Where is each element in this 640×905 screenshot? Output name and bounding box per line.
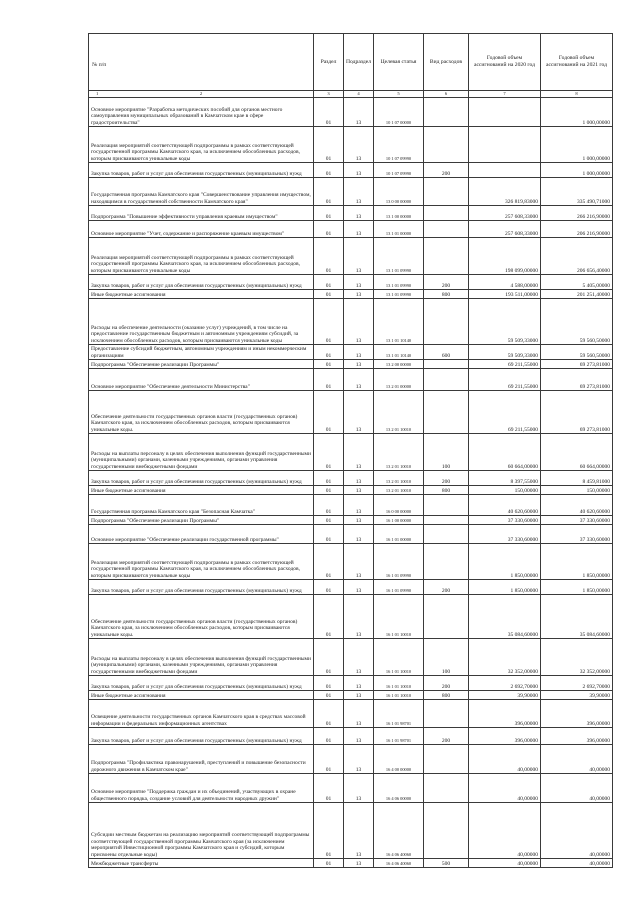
table-row [89,360,613,369]
row-section-cell: 01 [314,495,344,516]
column-number-row [89,91,613,98]
header-allocation-2021: Годовой объем ассигнований на 2021 год [541,34,613,91]
row-expense-type-cell: 200 [424,580,469,595]
row-allocation-2020-cell: 1 850,00000 [469,580,541,595]
row-expense-type-cell [424,803,469,859]
row-target-article-cell: 13 1 00 00000 [374,206,424,221]
row-allocation-2020-cell: 69 211,55000 [469,391,541,434]
row-expense-type-cell [424,700,469,728]
row-expense-type-cell: 200 [424,163,469,178]
row-allocation-2021-cell: 1 850,00000 [541,580,613,595]
row-subsection-cell: 13 [344,391,374,434]
row-subsection-cell: 13 [344,163,374,178]
row-section-cell: 01 [314,745,344,774]
table-row [89,163,613,178]
row-allocation-2021-cell: 396,00000 [541,728,613,745]
row-section-cell: 01 [314,299,344,345]
row-allocation-2020-cell: 1 850,00000 [469,544,541,580]
row-expense-type-cell: 800 [424,486,469,495]
row-subsection-cell: 13 [344,728,374,745]
table-row [89,676,613,691]
table-row [89,691,613,700]
row-expense-type-cell: 100 [424,639,469,676]
row-name-cell: Основное мероприятие "Учет, содержание и распоряжение краевым имуществом" [89,221,314,238]
row-expense-type-cell [424,221,469,238]
row-allocation-2021-cell: 59 560,50000 [541,345,613,360]
row-section-cell: 01 [314,275,344,290]
row-expense-type-cell: 200 [424,728,469,745]
row-target-article-cell: 16 1 01 00000 [374,525,424,544]
row-subsection-cell: 13 [344,299,374,345]
row-name-cell: Закупка товаров, работ и услуг для обеспечения государственных (муниципальных) нужд [89,580,314,595]
row-allocation-2020-cell: 198 099,00000 [469,238,541,275]
row-expense-type-cell: 200 [424,471,469,486]
row-allocation-2021-cell: 2 692,70000 [541,676,613,691]
row-name-cell: Закупка товаров, работ и услуг для обеспечения государственных (муниципальных) нужд [89,471,314,486]
row-target-article-cell: 16 1 01 10010 [374,639,424,676]
row-allocation-2020-cell [469,98,541,127]
row-name-cell: Реализация мероприятий соответствующей подпрограммы в рамках соответствующей государственной программы Камчатского края, за исключением обособленных расходов, которым присваиваются уникальные коды [89,238,314,275]
row-expense-type-cell [424,516,469,525]
row-name-cell: Освещение деятельности государственных органов Камчатского края в средствах массовой информации и федеральных информационных агентствах [89,700,314,728]
header-name [89,34,314,91]
row-name-cell: Подпрограмма "Профилактика правонарушений, преступлений и повышение безопасности дорожного движения в Камчатском крае" [89,745,314,774]
row-subsection-cell: 13 [344,525,374,544]
row-expense-type-cell: 200 [424,275,469,290]
row-name-cell: Реализация мероприятий соответствующей подпрограммы в рамках соответствующей государственной программы Камчатского края, за исключением обособленных расходов, которым присваиваются уникальные коды [89,544,314,580]
row-target-article-cell: 13 2 01 10010 [374,471,424,486]
table-row [89,728,613,745]
row-name-cell: Расходы на обеспечение деятельности (оказание услуг) учреждений, в том числе на предоставление государственным бюджетным и автономным учреждениям субсидий, за исключением обособленных расходов, которым присваиваются уникальные коды [89,299,314,345]
row-allocation-2020-cell: 39,90000 [469,691,541,700]
row-section-cell: 01 [314,360,344,369]
row-section-cell: 01 [314,369,344,391]
row-section-cell: 01 [314,544,344,580]
row-target-article-cell: 16 1 01 09990 [374,544,424,580]
row-expense-type-cell: 800 [424,691,469,700]
row-allocation-2020-cell: 32 352,00000 [469,639,541,676]
table-row [89,98,613,127]
row-expense-type-cell: 600 [424,345,469,360]
row-allocation-2020-cell: 2 692,70000 [469,676,541,691]
row-section-cell: 01 [314,859,344,868]
row-expense-type-cell: 200 [424,676,469,691]
row-subsection-cell: 13 [344,221,374,238]
row-allocation-2020-cell: 40,00000 [469,859,541,868]
table-row [89,369,613,391]
row-subsection-cell: 13 [344,369,374,391]
row-allocation-2020-cell: 69 211,55000 [469,360,541,369]
row-section-cell: 01 [314,238,344,275]
row-subsection-cell: 13 [344,700,374,728]
table-row [89,299,613,345]
row-expense-type-cell [424,98,469,127]
row-section-cell: 01 [314,391,344,434]
row-section-cell: 01 [314,290,344,299]
row-allocation-2021-cell: 206 216,90000 [541,221,613,238]
row-section-cell: 01 [314,98,344,127]
row-name-cell: Государственная программа Камчатского края "Безопасная Камчатка" [89,495,314,516]
row-name-cell: Иные бюджетные ассигнования [89,691,314,700]
table-row [89,127,613,163]
row-section-cell: 01 [314,471,344,486]
row-section-cell: 01 [314,486,344,495]
row-expense-type-cell [424,745,469,774]
row-target-article-cell: 13 1 01 09990 [374,238,424,275]
row-allocation-2021-cell: 40,00000 [541,745,613,774]
row-target-article-cell: 16 1 01 10010 [374,595,424,639]
row-target-article-cell: 13 2 01 10010 [374,391,424,434]
row-expense-type-cell [424,774,469,803]
row-allocation-2021-cell: 59 560,50000 [541,299,613,345]
row-target-article-cell: 16 1 01 09990 [374,580,424,595]
row-allocation-2020-cell: 37 330,60000 [469,516,541,525]
row-subsection-cell: 13 [344,238,374,275]
row-allocation-2020-cell: 40,00000 [469,774,541,803]
row-expense-type-cell [424,127,469,163]
table-row [89,639,613,676]
row-subsection-cell: 13 [344,691,374,700]
row-allocation-2021-cell: 40,00000 [541,859,613,868]
row-target-article-cell: 16 1 01 98701 [374,700,424,728]
row-allocation-2021-cell: 37 330,60000 [541,516,613,525]
row-expense-type-cell [424,495,469,516]
row-name-cell: Реализация мероприятий соответствующей подпрограммы в рамках соответствующей государственной программы Камчатского края, за исключением обособленных расходов, которым присваиваются уникальные коды [89,127,314,163]
row-name-cell: Обеспечение деятельности государственных органов власти (государственных органов) Камчатского края, за исключением обособленных расходов, которым присваиваются уникальные коды. [89,391,314,434]
budget-allocation-table [88,33,613,868]
row-allocation-2021-cell: 39,90000 [541,691,613,700]
row-expense-type-cell [424,178,469,206]
row-allocation-2020-cell: 59 509,33000 [469,345,541,360]
row-subsection-cell: 13 [344,859,374,868]
row-name-cell: Основное мероприятие "Обеспечение реализации государственной программы" [89,525,314,544]
row-section-cell: 01 [314,639,344,676]
row-target-article-cell: 13 2 01 10010 [374,434,424,471]
table-row [89,471,613,486]
row-expense-type-cell [424,369,469,391]
header-section: Раздел [314,34,344,91]
row-subsection-cell: 13 [344,290,374,299]
row-section-cell: 01 [314,595,344,639]
row-expense-type-cell: 100 [424,434,469,471]
row-subsection-cell: 13 [344,495,374,516]
row-target-article-cell: 13 2 01 10010 [374,486,424,495]
row-target-article-cell: 16 4 06 00000 [374,774,424,803]
row-section-cell: 01 [314,178,344,206]
row-allocation-2020-cell: 40,00000 [469,745,541,774]
row-expense-type-cell [424,525,469,544]
table-row [89,345,613,360]
row-subsection-cell: 13 [344,178,374,206]
row-target-article-cell: 16 4 00 00000 [374,745,424,774]
row-name-cell: Государственная программа Камчатского края "Совершенствование управления имуществом, находящимся в государственной собственности Камчатского края" [89,178,314,206]
row-expense-type-cell [424,391,469,434]
row-target-article-cell: 16 4 06 40060 [374,859,424,868]
row-name-cell: Межбюджетные трансферты [89,859,314,868]
table-body [89,98,613,868]
row-target-article-cell: 13 1 01 09990 [374,290,424,299]
row-section-cell: 01 [314,163,344,178]
row-allocation-2021-cell: 335 490,71000 [541,178,613,206]
row-allocation-2021-cell: 266 216,90000 [541,206,613,221]
row-name-cell: Закупка товаров, работ и услуг для обеспечения государственных (муниципальных) нужд [89,275,314,290]
row-target-article-cell: 16 4 06 40060 [374,803,424,859]
row-section-cell: 01 [314,525,344,544]
row-target-article-cell: 16 0 00 00000 [374,495,424,516]
row-allocation-2021-cell: 1 000,00000 [541,98,613,127]
row-allocation-2020-cell: 257 608,33000 [469,206,541,221]
row-subsection-cell: 13 [344,360,374,369]
row-name-cell: Закупка товаров, работ и услуг для обеспечения государственных (муниципальных) нужд [89,676,314,691]
row-allocation-2020-cell: 59 509,33000 [469,299,541,345]
column-number: 2 [89,91,314,98]
table-row [89,859,613,868]
row-allocation-2020-cell: 69 211,55000 [469,369,541,391]
table-row [89,206,613,221]
row-target-article-cell: 13 1 01 09990 [374,275,424,290]
row-subsection-cell: 13 [344,471,374,486]
table-row [89,803,613,859]
row-section-cell: 01 [314,803,344,859]
header-expense-type: Вид расходов [424,34,469,91]
row-allocation-2020-cell: 396,00000 [469,728,541,745]
row-allocation-2020-cell: 8 397,55000 [469,471,541,486]
row-subsection-cell: 13 [344,639,374,676]
row-target-article-cell: 13 2 01 00000 [374,369,424,391]
row-allocation-2021-cell: 396,00000 [541,700,613,728]
row-target-article-cell: 16 1 01 10010 [374,676,424,691]
row-target-article-cell: 10 1 07 00000 [374,98,424,127]
row-name-cell: Основное мероприятие "Поддержка граждан и их объединений, участвующих в охране общественного порядка, создание условий для деятельности народных дружин" [89,774,314,803]
table-row [89,238,613,275]
row-allocation-2021-cell: 60 664,00000 [541,434,613,471]
row-subsection-cell: 13 [344,206,374,221]
row-allocation-2021-cell: 37 330,60000 [541,525,613,544]
row-allocation-2021-cell: 206 656,40000 [541,238,613,275]
row-expense-type-cell [424,206,469,221]
row-allocation-2020-cell: 35 084,60000 [469,595,541,639]
row-section-cell: 01 [314,516,344,525]
row-section-cell: 01 [314,774,344,803]
row-subsection-cell: 13 [344,275,374,290]
column-number: 7 [469,91,541,98]
table-row [89,525,613,544]
row-allocation-2021-cell: 1 000,00000 [541,127,613,163]
row-allocation-2021-cell: 69 273,81000 [541,360,613,369]
row-subsection-cell: 13 [344,580,374,595]
row-target-article-cell: 13 1 01 10140 [374,299,424,345]
row-subsection-cell: 13 [344,544,374,580]
row-allocation-2020-cell: 396,00000 [469,700,541,728]
row-subsection-cell: 13 [344,127,374,163]
row-allocation-2020-cell [469,127,541,163]
row-section-cell: 01 [314,206,344,221]
row-allocation-2021-cell: 32 352,00000 [541,639,613,676]
table-row [89,391,613,434]
row-allocation-2020-cell: 193 511,00000 [469,290,541,299]
table-row [89,290,613,299]
row-allocation-2020-cell: 4 588,00000 [469,275,541,290]
row-subsection-cell: 13 [344,486,374,495]
row-allocation-2021-cell: 40 620,60000 [541,495,613,516]
row-allocation-2020-cell: 257 608,33000 [469,221,541,238]
row-name-cell: Подпрограмма "Повышение эффективности управления краевым имуществом" [89,206,314,221]
row-target-article-cell: 16 1 01 98701 [374,728,424,745]
header-subsection: Подраздел [344,34,374,91]
row-subsection-cell: 13 [344,345,374,360]
row-name-cell: Расходы на выплаты персоналу в целях обеспечения выполнения функций государственными (муниципальными) органами, казенными учреждениями, органами управления государственными внебюджетными фондами [89,434,314,471]
row-allocation-2021-cell: 69 273,81000 [541,369,613,391]
column-number: 8 [541,91,613,98]
row-allocation-2020-cell: 60 664,00000 [469,434,541,471]
row-expense-type-cell: 500 [424,859,469,868]
row-section-cell: 01 [314,676,344,691]
row-allocation-2021-cell: 1 000,00000 [541,163,613,178]
row-name-cell: Субсидии местным бюджетам на реализацию мероприятий соответствующей подпрограммы соответствующей государственной программы Камчатского края (за исключением мероприятий Инвестиционной программы Камчатского края и субсидий, которым присвоены отдельные коды) [89,803,314,859]
row-allocation-2021-cell: 40,00000 [541,774,613,803]
row-expense-type-cell [424,595,469,639]
row-subsection-cell: 13 [344,676,374,691]
row-expense-type-cell [424,238,469,275]
row-expense-type-cell [424,299,469,345]
row-target-article-cell: 16 1 01 10010 [374,691,424,700]
table-row [89,221,613,238]
row-section-cell: 01 [314,127,344,163]
row-allocation-2021-cell: 35 084,60000 [541,595,613,639]
row-allocation-2021-cell: 201 251,40000 [541,290,613,299]
row-subsection-cell: 13 [344,516,374,525]
row-target-article-cell: 10 1 07 09990 [374,163,424,178]
table-row [89,486,613,495]
row-target-article-cell: 10 1 07 09990 [374,127,424,163]
header-allocation-2020: Годовой объем ассигнований на 2020 год [469,34,541,91]
row-allocation-2021-cell: 8 459,81000 [541,471,613,486]
table-row [89,544,613,580]
row-name-cell: Основное мероприятие "Обеспечение деятельности Министерства" [89,369,314,391]
row-subsection-cell: 13 [344,98,374,127]
column-number: 6 [424,91,469,98]
row-subsection-cell: 13 [344,745,374,774]
row-name-cell: Основное мероприятие "Разработка методических пособий для органов местного самоуправления муниципальных образований в Камчатском крае в сфере градостроительства" [89,98,314,127]
column-number: 4 [344,91,374,98]
row-allocation-2020-cell: 326 819,83000 [469,178,541,206]
row-target-article-cell: 16 1 00 00000 [374,516,424,525]
table-row [89,516,613,525]
column-number: 3 [314,91,344,98]
row-allocation-2020-cell: 150,00000 [469,486,541,495]
row-name-cell: Подпрограмма "Обеспечение реализации Программы" [89,360,314,369]
row-allocation-2020-cell [469,163,541,178]
row-allocation-2021-cell: 40,00000 [541,803,613,859]
row-name-cell: Закупка товаров, работ и услуг для обеспечения государственных (муниципальных) нужд [89,163,314,178]
row-target-article-cell: 13 1 01 10140 [374,345,424,360]
row-allocation-2020-cell: 40,00000 [469,803,541,859]
row-name-cell: Расходы на выплаты персоналу в целях обеспечения выполнения функций государственными (муниципальными) органами, казенными учреждениями, органами управления государственными внебюджетными фондами [89,639,314,676]
column-number: 5 [374,91,424,98]
row-name-cell: Подпрограмма "Обеспечение реализации Программы" [89,516,314,525]
row-allocation-2021-cell: 150,00000 [541,486,613,495]
row-name-cell: Закупка товаров, работ и услуг для обеспечения государственных (муниципальных) нужд [89,728,314,745]
row-target-article-cell: 13 2 00 00000 [374,360,424,369]
table-row [89,495,613,516]
row-expense-type-cell: 800 [424,290,469,299]
row-section-cell: 01 [314,728,344,745]
index-column-header: № п/п [92,62,107,68]
row-name-cell: Обеспечение деятельности государственных органов власти (государственных органов) Камчатского края, за исключением обособленных расходов, которым присваиваются уникальные коды. [89,595,314,639]
table-row [89,178,613,206]
row-subsection-cell: 13 [344,434,374,471]
row-section-cell: 01 [314,221,344,238]
row-section-cell: 01 [314,691,344,700]
row-subsection-cell: 13 [344,595,374,639]
row-allocation-2021-cell: 1 850,00000 [541,544,613,580]
row-target-article-cell: 13 0 00 00000 [374,178,424,206]
row-name-cell: Иные бюджетные ассигнования [89,290,314,299]
row-target-article-cell: 13 1 01 00000 [374,221,424,238]
table-row [89,700,613,728]
row-section-cell: 01 [314,580,344,595]
row-expense-type-cell [424,360,469,369]
row-allocation-2021-cell: 5 405,00000 [541,275,613,290]
row-name-cell: Иные бюджетные ассигнования [89,486,314,495]
table-row [89,580,613,595]
row-section-cell: 01 [314,345,344,360]
table-row [89,434,613,471]
index-column-number: 1 [96,91,99,96]
header-target-article: Целевая статья [374,34,424,91]
table-row [89,745,613,774]
row-expense-type-cell [424,544,469,580]
table-row [89,275,613,290]
table-row [89,774,613,803]
table-row [89,595,613,639]
row-name-cell: Предоставление субсидий бюджетным, автономным учреждениям и иным некоммерческим организациям [89,345,314,360]
row-subsection-cell: 13 [344,774,374,803]
row-allocation-2020-cell: 37 330,60000 [469,525,541,544]
row-subsection-cell: 13 [344,803,374,859]
row-section-cell: 01 [314,700,344,728]
row-allocation-2021-cell: 69 273,81000 [541,391,613,434]
row-section-cell: 01 [314,434,344,471]
row-allocation-2020-cell: 40 620,60000 [469,495,541,516]
